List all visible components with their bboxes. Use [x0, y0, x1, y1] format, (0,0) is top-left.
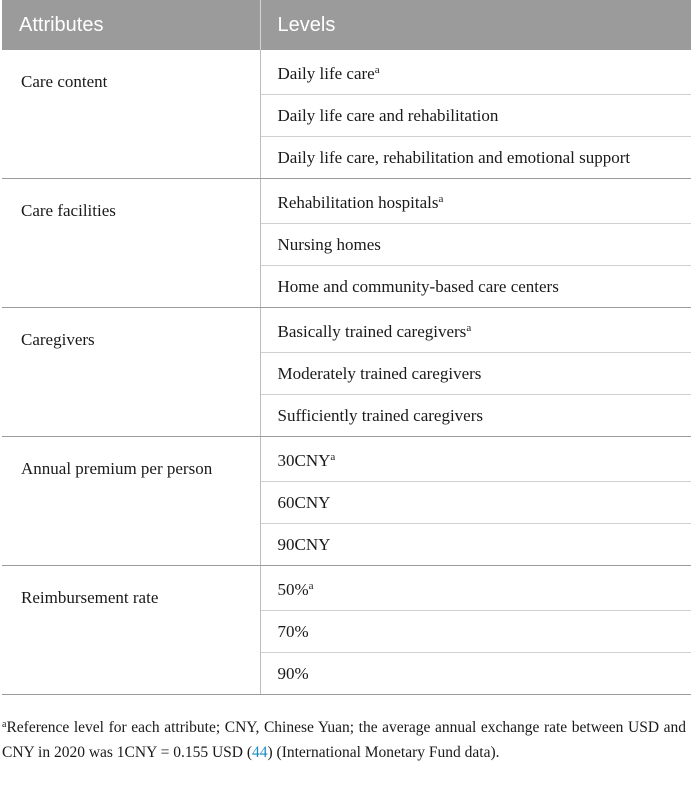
level-item	[261, 524, 692, 565]
level-item	[261, 611, 692, 653]
level-text: Daily life care	[277, 64, 375, 83]
attribute-cell: Annual premium per person	[2, 437, 260, 566]
levels-cell	[260, 179, 691, 308]
levels-cell	[260, 566, 691, 695]
level-item	[261, 179, 692, 224]
attributes-levels-table	[2, 0, 691, 695]
level-item	[261, 224, 692, 266]
level-text: 70%	[277, 622, 309, 641]
level-item	[261, 353, 692, 395]
level-item	[261, 482, 692, 524]
reference-level-marker: a	[466, 322, 472, 334]
level-text: Rehabilitation hospitals	[277, 193, 439, 212]
level-item	[261, 566, 692, 611]
level-item	[261, 266, 692, 307]
level-text: 90%	[277, 664, 309, 683]
level-text: Basically trained caregivers	[277, 322, 467, 341]
header-levels: Levels	[260, 0, 691, 50]
attribute-cell: Reimbursement rate	[2, 566, 260, 695]
table-row	[2, 566, 691, 695]
reference-level-marker: a	[308, 580, 314, 592]
attribute-cell: Caregivers	[2, 308, 260, 437]
level-item	[261, 50, 692, 95]
level-item	[261, 137, 692, 178]
footnote-marker: a	[2, 719, 7, 730]
level-text: 50%	[277, 580, 309, 599]
level-item	[261, 95, 692, 137]
attribute-cell: Care facilities	[2, 179, 260, 308]
table-row	[2, 179, 691, 308]
level-item	[261, 653, 692, 694]
table-row	[2, 437, 691, 566]
levels-cell	[260, 437, 691, 566]
level-item	[261, 437, 692, 482]
level-item	[261, 395, 692, 436]
table-header-row	[2, 0, 691, 50]
footnote-text-after: ) (International Monetary Fund data).	[267, 744, 500, 761]
reference-level-marker: a	[330, 451, 336, 463]
reference-level-marker: a	[374, 64, 380, 76]
table-row	[2, 308, 691, 437]
attribute-cell: Care content	[2, 50, 260, 179]
table-row	[2, 50, 691, 179]
level-text: 60CNY	[277, 493, 331, 512]
level-text: 30CNY	[277, 451, 331, 470]
table-footnote	[2, 715, 686, 765]
level-text: Daily life care and rehabilitation	[277, 106, 499, 125]
levels-cell	[260, 50, 691, 179]
level-text: Moderately trained caregivers	[277, 364, 482, 383]
reference-link-44[interactable]: 44	[252, 744, 268, 761]
reference-level-marker: a	[438, 193, 444, 205]
level-text: Daily life care, rehabilitation and emotional support	[277, 148, 631, 167]
level-item	[261, 308, 692, 353]
footnote-text-before: Reference level for each attribute; CNY, Chinese Yuan; the average annual exchange rate between USD and CNY in 2020 was 1CNY = 0.155 USD (	[2, 719, 686, 761]
level-text: Sufficiently trained caregivers	[277, 406, 483, 425]
level-text: 90CNY	[277, 535, 331, 554]
header-attributes: Attributes	[2, 0, 260, 50]
levels-cell	[260, 308, 691, 437]
level-text: Nursing homes	[277, 235, 381, 254]
level-text: Home and community-based care centers	[277, 277, 559, 296]
